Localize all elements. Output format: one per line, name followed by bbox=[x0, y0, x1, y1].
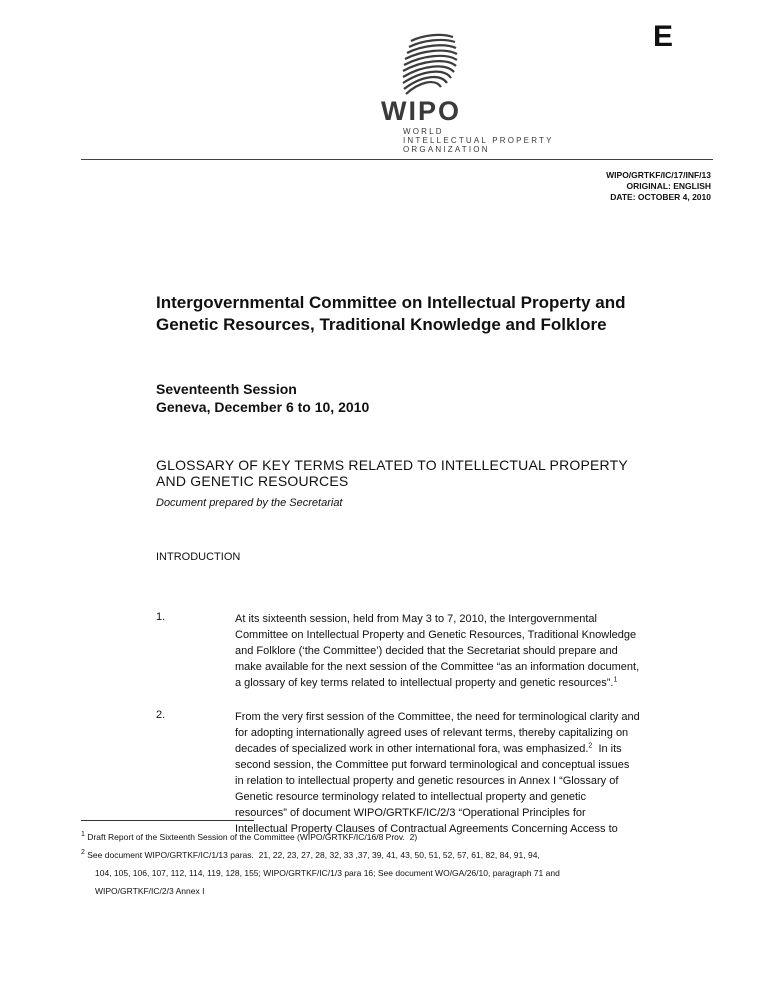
logo-line-world: WORLD bbox=[403, 127, 444, 136]
header-divider bbox=[81, 159, 713, 160]
paragraph-line: a glossary of key terms related to intellectual property and genetic resources”. bbox=[235, 677, 614, 689]
document-title bbox=[156, 457, 716, 489]
prepared-by: Document prepared by the Secretariat bbox=[156, 497, 343, 509]
paragraph-2 bbox=[235, 709, 710, 837]
paragraph-line: resources” of document WIPO/GRTKF/IC/2/3 “Operational Principles for bbox=[235, 807, 586, 819]
committee-title-line2: Genetic Resources, Traditional Knowledge and Folklore bbox=[156, 315, 607, 334]
paragraph-line: Intellectual Property Clauses of Contractual Agreements Concerning Access to bbox=[235, 823, 618, 835]
committee-title-line1: Intergovernmental Committee on Intellectual Property and bbox=[156, 293, 626, 312]
document-title-line1: GLOSSARY OF KEY TERMS RELATED TO INTELLECTUAL PROPERTY bbox=[156, 457, 628, 473]
logo-line-intellectual-property: INTELLECTUAL PROPERTY bbox=[403, 136, 554, 145]
section-heading-introduction: INTRODUCTION bbox=[156, 551, 241, 563]
footnote-ref[interactable]: 2 bbox=[588, 742, 593, 750]
footnote-text: Draft Report of the Sixteenth Session of the Committee (WIPO/GRTKF/IC/16/8 Prov. 2) bbox=[84, 832, 418, 842]
footnote-1 bbox=[81, 828, 711, 846]
footnote-marker: 2 bbox=[81, 849, 85, 857]
session-name: Seventeenth Session bbox=[156, 381, 297, 397]
paragraph-line: and Folklore (‘the Committee’) decided that the Secretariat should prepare and bbox=[235, 645, 618, 657]
footnote-marker: 1 bbox=[81, 831, 85, 839]
committee-title bbox=[156, 292, 716, 336]
logo-line-organization: ORGANIZATION bbox=[403, 145, 490, 154]
document-title-line2: AND GENETIC RESOURCES bbox=[156, 473, 349, 489]
footnote-text: WIPO/GRTKF/IC/2/3 Annex I bbox=[95, 886, 205, 896]
footnote-text: See document WIPO/GRTKF/IC/1/13 paras. 21, 22, 23, 27, 28, 32, 33 ,37, 39, 41, 43, 50, 51, 52, 57, 61, 82, 84, 91, 94, bbox=[84, 850, 540, 860]
footnote-2 bbox=[81, 846, 711, 900]
session-location-date: Geneva, December 6 to 10, 2010 bbox=[156, 399, 370, 415]
paragraph-line: make available for the next session of the Committee “as an information document, bbox=[235, 661, 640, 673]
language-code: E bbox=[653, 20, 674, 53]
footnote-text: 104, 105, 106, 107, 112, 114, 119, 128, 155; WIPO/GRTKF/IC/1/3 para 16; See document WO/GA/26/10, paragraph 71 and bbox=[95, 868, 560, 878]
paragraph-number: 1. bbox=[156, 611, 166, 623]
paragraph-line: From the very first session of the Committee, the need for terminological clarity and bbox=[235, 711, 640, 723]
doc-symbol: WIPO/GRTKF/IC/17/INF/13 bbox=[606, 170, 711, 180]
paragraph-line: Committee on Intellectual Property and Genetic Resources, Traditional Knowledge bbox=[235, 629, 637, 641]
paragraph-line: for adopting internationally agreed uses of relevant terms, thereby capitalizing on bbox=[235, 727, 629, 739]
paragraph-line: second session, the Committee put forward terminological and conceptual issues bbox=[235, 759, 630, 771]
doc-date: DATE: OCTOBER 4, 2010 bbox=[610, 192, 711, 202]
paragraph-line: in relation to intellectual property and genetic resources in Annex I “Glossary of bbox=[235, 775, 619, 787]
footnote-ref[interactable]: 1 bbox=[613, 676, 618, 684]
paragraph-1 bbox=[235, 611, 710, 691]
paragraph-line: At its sixteenth session, held from May 3 to 7, 2010, the Intergovernmental bbox=[235, 613, 597, 625]
doc-original-language: ORIGINAL: ENGLISH bbox=[626, 181, 711, 191]
paragraph-number: 2. bbox=[156, 709, 166, 721]
session-info bbox=[156, 380, 369, 416]
paragraph-line: In its bbox=[592, 743, 622, 755]
logo-wordmark: WIPO bbox=[381, 96, 461, 126]
footnote-divider bbox=[81, 820, 254, 821]
paragraph-line: Genetic resource terminology related to intellectual property and genetic bbox=[235, 791, 586, 803]
paragraph-line: decades of specialized work in other international fora, was emphasized. bbox=[235, 743, 589, 755]
